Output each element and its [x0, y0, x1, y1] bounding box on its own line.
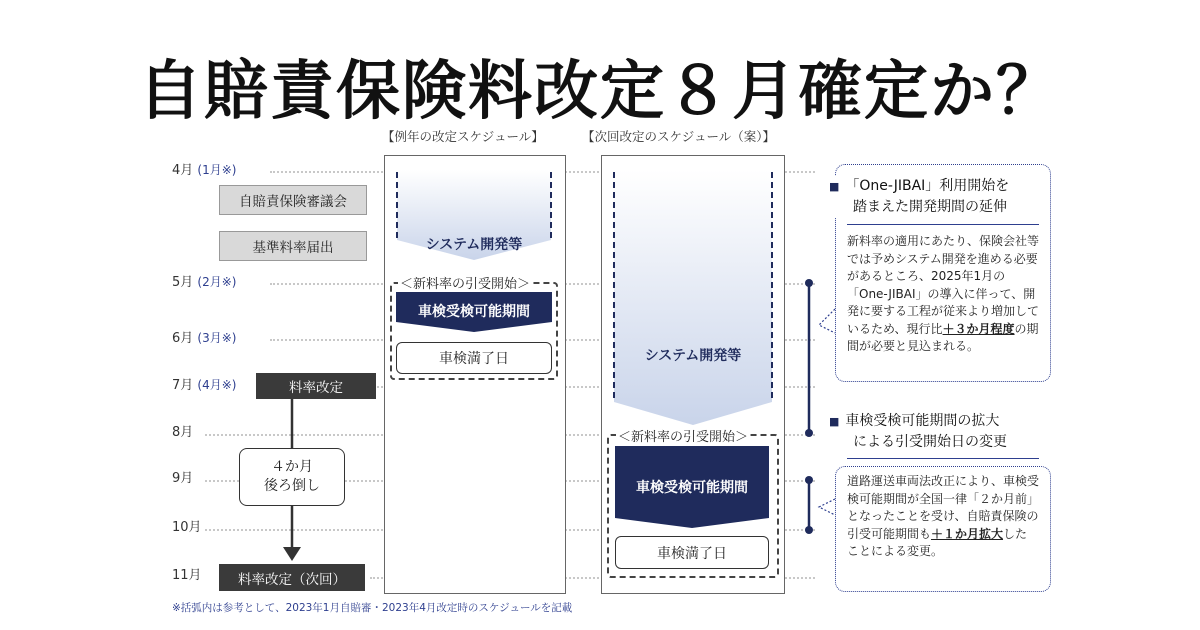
month-label-oct: 10月 [172, 520, 202, 535]
usual-inspection-label: 車検受検可能期間 [418, 304, 530, 320]
month-label-apr: 4月 (1月※) [172, 163, 237, 178]
usual-start-label: ＜新料率の引受開始＞ [398, 273, 532, 292]
month-label-jun: 6月 (3月※) [172, 331, 237, 346]
side-note-inspection-body: 道路運送車両法改正により、車検受検可能期間が全国一律「２か月前」となったことを受け、自賠責保険の引受可能期間も＋１か月拡大したことによる変更。 [847, 474, 1040, 558]
next-expiry-box: 車検満了日 [615, 536, 769, 569]
rate-revision-next-box: 料率改定（次回） [219, 564, 365, 591]
side-note-divider [847, 458, 1039, 459]
next-start-label: ＜新料率の引受開始＞ [616, 426, 750, 445]
side-note-divider [847, 224, 1039, 225]
next-inspection-label: 車検受検可能期間 [636, 480, 748, 496]
side-note-dev-heading: ■ 「One-JIBAI」利用開始を 踏まえた開発期間の延伸 [829, 176, 1013, 218]
month-label-nov: 11月 [172, 568, 202, 583]
council-box: 自賠責保険審議会 [219, 185, 367, 215]
month-label-may: 5月 (2月※) [172, 275, 237, 290]
square-bullet-icon: ■ [829, 415, 840, 428]
month-label-sep: 9月 [172, 471, 194, 486]
usual-expiry-box: 車検満了日 [396, 342, 552, 374]
footnote: ※括弧内は参考として、2023年1月自賠審・2023年4月改定時のスケジュールを記載 [172, 602, 573, 614]
side-note-dev-body: 新料率の適用にあたり、保険会社等では予めシステム開発を進める必要があるところ、2025年1月の「One-JIBAI」の導入に伴って、開発に要する工程が従来より増加しているため、現行比＋３か月程度の期間が必要と見込まれる。 [847, 234, 1040, 353]
usual-system-dev-label: システム開発等 [425, 237, 523, 253]
next-schedule-title: 【次回改定のスケジュール（案）】 [582, 129, 776, 144]
month-label-jul: 7月 (4月※) [172, 378, 237, 393]
rate-revision-box: 料率改定 [256, 373, 376, 399]
usual-schedule-title: 【例年の改定スケジュール】 [382, 129, 544, 144]
filing-box: 基準料率届出 [219, 231, 367, 261]
next-system-dev-label: システム開発等 [644, 348, 742, 364]
side-note-inspection-heading: ■ 車検受検可能期間の拡大 による引受開始日の変更 [829, 413, 1007, 450]
next-system-dev-shape [611, 170, 775, 430]
month-label-aug: 8月 [172, 425, 194, 440]
delay-box: ４か月 後ろ倒し [239, 448, 345, 506]
page-title: 自賠責保険料改定８月確定か？ [138, 55, 1062, 129]
square-bullet-icon: ■ [829, 180, 840, 193]
